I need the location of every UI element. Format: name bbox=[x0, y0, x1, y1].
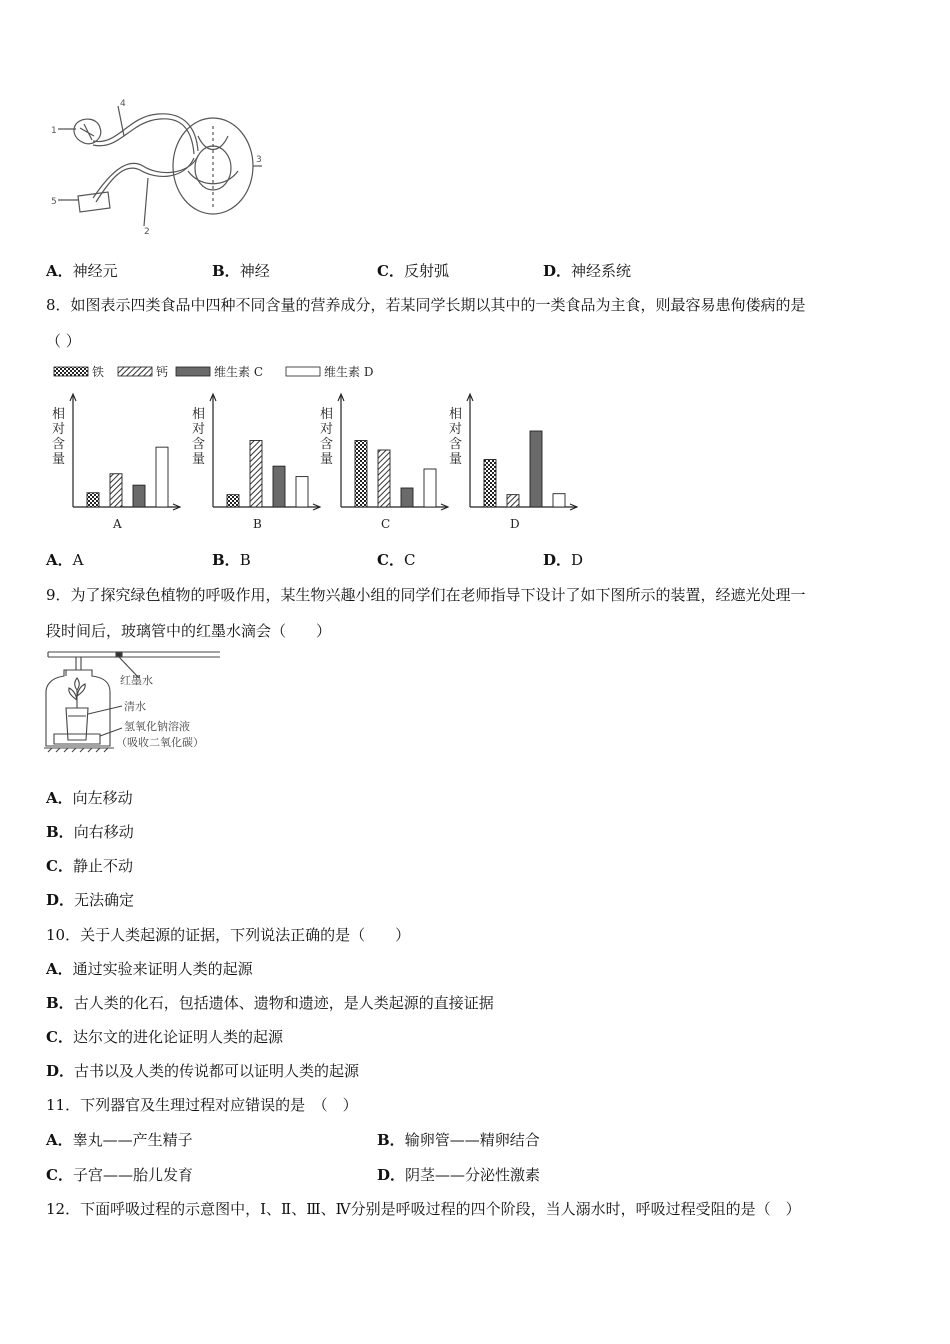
legend-label-calcium: 钙 bbox=[156, 365, 169, 379]
q7-option-d[interactable] bbox=[543, 261, 631, 281]
bar-c-vitamin-c bbox=[401, 488, 413, 507]
nutrient-bar-charts bbox=[40, 360, 600, 540]
q11-stem: 11．下列器官及生理过程对应错误的是 （ ） bbox=[46, 1096, 358, 1114]
bar-c-vitamin-d bbox=[424, 469, 436, 507]
y-axis-label: 相对含量 bbox=[320, 407, 334, 467]
option-text: 输卵管——精卵结合 bbox=[404, 1131, 540, 1149]
option-letter: B． bbox=[212, 551, 240, 569]
panel-label-a: A bbox=[113, 517, 122, 531]
bar-d-vitamin-d bbox=[553, 494, 565, 507]
bar-a-vitamin-c bbox=[133, 485, 145, 507]
option-letter: C． bbox=[377, 551, 404, 569]
bar-c-iron bbox=[355, 441, 367, 508]
bar-a-calcium bbox=[110, 474, 122, 507]
legend-label-iron: 铁 bbox=[92, 365, 105, 379]
panel-label-b: B bbox=[253, 517, 262, 531]
panel-label-c: C bbox=[381, 517, 391, 531]
chart-panels bbox=[52, 394, 577, 531]
option-text: B bbox=[239, 551, 251, 569]
option-text: 古人类的化石，包括遗体、遗物和遗迹，是人类起源的直接证据 bbox=[73, 994, 494, 1012]
option-letter: D． bbox=[543, 262, 572, 280]
q8-option-c[interactable] bbox=[377, 550, 415, 570]
q7-option-a[interactable] bbox=[46, 261, 118, 281]
option-letter: B． bbox=[46, 823, 74, 841]
figure-label-1: 1 bbox=[51, 126, 57, 136]
figure-label-2: 2 bbox=[144, 227, 150, 236]
option-letter: D． bbox=[377, 1166, 406, 1184]
option-letter: D． bbox=[46, 891, 75, 909]
figure-label-naoh: 氢氧化钠溶液 bbox=[124, 720, 190, 733]
panel-label-d: D bbox=[510, 517, 520, 531]
q9-option-b[interactable] bbox=[46, 822, 134, 842]
figure-label-absorb-co2: （吸收二氧化碳） bbox=[116, 736, 204, 749]
figure-label-5: 5 bbox=[51, 197, 57, 207]
bar-d-iron bbox=[484, 460, 496, 508]
figure-label-red-ink: 红墨水 bbox=[120, 674, 153, 687]
option-letter: A． bbox=[46, 262, 73, 280]
option-letter: A． bbox=[46, 1131, 73, 1149]
bar-d-calcium bbox=[507, 495, 519, 507]
option-text: 向左移动 bbox=[72, 789, 133, 807]
q8-stem-line2: （ ） bbox=[46, 332, 81, 350]
q9-stem-line1: 9．为了探究绿色植物的呼吸作用，某生物兴趣小组的同学们在老师指导下设计了如下图所示的装置，经遮光处理一 bbox=[46, 586, 806, 604]
option-letter: D． bbox=[543, 551, 572, 569]
chart-panel-a bbox=[52, 394, 180, 531]
option-letter: C． bbox=[46, 1166, 73, 1184]
q9-option-a[interactable] bbox=[46, 788, 133, 808]
option-letter: A． bbox=[46, 789, 73, 807]
q9-option-d[interactable] bbox=[46, 890, 134, 910]
option-text: C bbox=[403, 551, 416, 569]
option-letter: C． bbox=[46, 1028, 73, 1046]
q9-option-c[interactable] bbox=[46, 856, 133, 876]
bar-b-calcium bbox=[250, 441, 262, 508]
q11-option-d[interactable] bbox=[377, 1165, 540, 1185]
q8-option-d[interactable] bbox=[543, 550, 583, 570]
option-text: 向右移动 bbox=[73, 823, 134, 841]
q10-option-b[interactable] bbox=[46, 993, 494, 1013]
q8-stem-line1: 8．如图表示四类食品中四种不同含量的营养成分，若某同学长期以其中的一类食品为主食，则最容易患佝偻病的是 bbox=[46, 296, 806, 314]
q7-option-b[interactable] bbox=[212, 261, 270, 281]
q7-option-c[interactable] bbox=[377, 261, 449, 281]
legend-label-vitamin-c: 维生素 C bbox=[214, 365, 263, 379]
bar-a-iron bbox=[87, 493, 99, 507]
option-text: 睾丸——产生精子 bbox=[72, 1131, 193, 1149]
option-text: 古书以及人类的传说都可以证明人类的起源 bbox=[74, 1062, 360, 1080]
chart-panel-c bbox=[320, 394, 448, 531]
chart-legend bbox=[54, 364, 373, 379]
option-text: 子宫——胎儿发育 bbox=[72, 1166, 193, 1184]
bar-b-vitamin-d bbox=[296, 477, 308, 507]
option-letter: C． bbox=[46, 857, 73, 875]
q10-option-a[interactable] bbox=[46, 959, 253, 979]
option-text: 达尔文的进化论证明人类的起源 bbox=[72, 1028, 283, 1046]
option-text: 反射弧 bbox=[403, 262, 449, 280]
q9-stem-line2: 段时间后，玻璃管中的红墨水滴会（ ） bbox=[46, 622, 332, 640]
option-letter: A． bbox=[46, 960, 73, 978]
bar-c-calcium bbox=[378, 450, 390, 507]
option-text: 静止不动 bbox=[72, 857, 133, 875]
nerve-reflex-diagram bbox=[48, 96, 268, 236]
q11-option-c[interactable] bbox=[46, 1165, 193, 1185]
option-text: 阴茎——分泌性激素 bbox=[405, 1166, 541, 1184]
y-axis-label: 相对含量 bbox=[52, 407, 66, 467]
figure-label-water: 清水 bbox=[124, 700, 146, 713]
option-letter: C． bbox=[377, 262, 404, 280]
chart-panel-d bbox=[449, 394, 577, 531]
q12-stem: 12．下面呼吸过程的示意图中，Ⅰ、Ⅱ、Ⅲ、Ⅳ分别是呼吸过程的四个阶段，当人溺水时，呼吸过程受阻的是（ ） bbox=[46, 1200, 801, 1218]
chart-panel-b bbox=[192, 394, 320, 531]
q10-stem: 10．关于人类起源的证据，下列说法正确的是（ ） bbox=[46, 926, 411, 944]
q10-option-d[interactable] bbox=[46, 1061, 359, 1081]
legend-swatch-calcium bbox=[118, 367, 152, 376]
option-letter: B． bbox=[377, 1131, 405, 1149]
q10-option-c[interactable] bbox=[46, 1027, 283, 1047]
bar-a-vitamin-d bbox=[156, 447, 168, 507]
q11-option-b[interactable] bbox=[377, 1130, 540, 1150]
bar-b-vitamin-c bbox=[273, 466, 285, 507]
legend-label-vitamin-d: 维生素 D bbox=[324, 365, 374, 379]
y-axis-label: 相对含量 bbox=[192, 407, 206, 467]
figure-label-4: 4 bbox=[120, 99, 126, 109]
option-letter: D． bbox=[46, 1062, 75, 1080]
option-text: 神经系统 bbox=[571, 262, 632, 280]
option-text: 无法确定 bbox=[74, 891, 135, 909]
option-letter: A． bbox=[46, 551, 73, 569]
option-text: 神经 bbox=[239, 262, 270, 280]
option-text: 通过实验来证明人类的起源 bbox=[72, 960, 253, 978]
y-axis-label: 相对含量 bbox=[449, 407, 463, 467]
q11-option-a[interactable] bbox=[46, 1130, 193, 1150]
respiration-apparatus-diagram bbox=[44, 648, 224, 753]
q8-option-b[interactable] bbox=[212, 550, 251, 570]
legend-swatch-vitamin-d bbox=[286, 367, 320, 376]
figure-label-3: 3 bbox=[256, 155, 262, 165]
nerve-reflex-diagram-icon bbox=[48, 96, 268, 236]
option-text: A bbox=[72, 551, 84, 569]
option-text: D bbox=[571, 551, 584, 569]
option-text: 神经元 bbox=[72, 262, 118, 280]
bar-b-iron bbox=[227, 495, 239, 507]
legend-swatch-vitamin-c bbox=[176, 367, 210, 376]
legend-swatch-iron bbox=[54, 367, 88, 376]
bar-d-vitamin-c bbox=[530, 431, 542, 507]
option-letter: B． bbox=[46, 994, 74, 1012]
q8-option-a[interactable] bbox=[46, 550, 83, 570]
option-letter: B． bbox=[212, 262, 240, 280]
